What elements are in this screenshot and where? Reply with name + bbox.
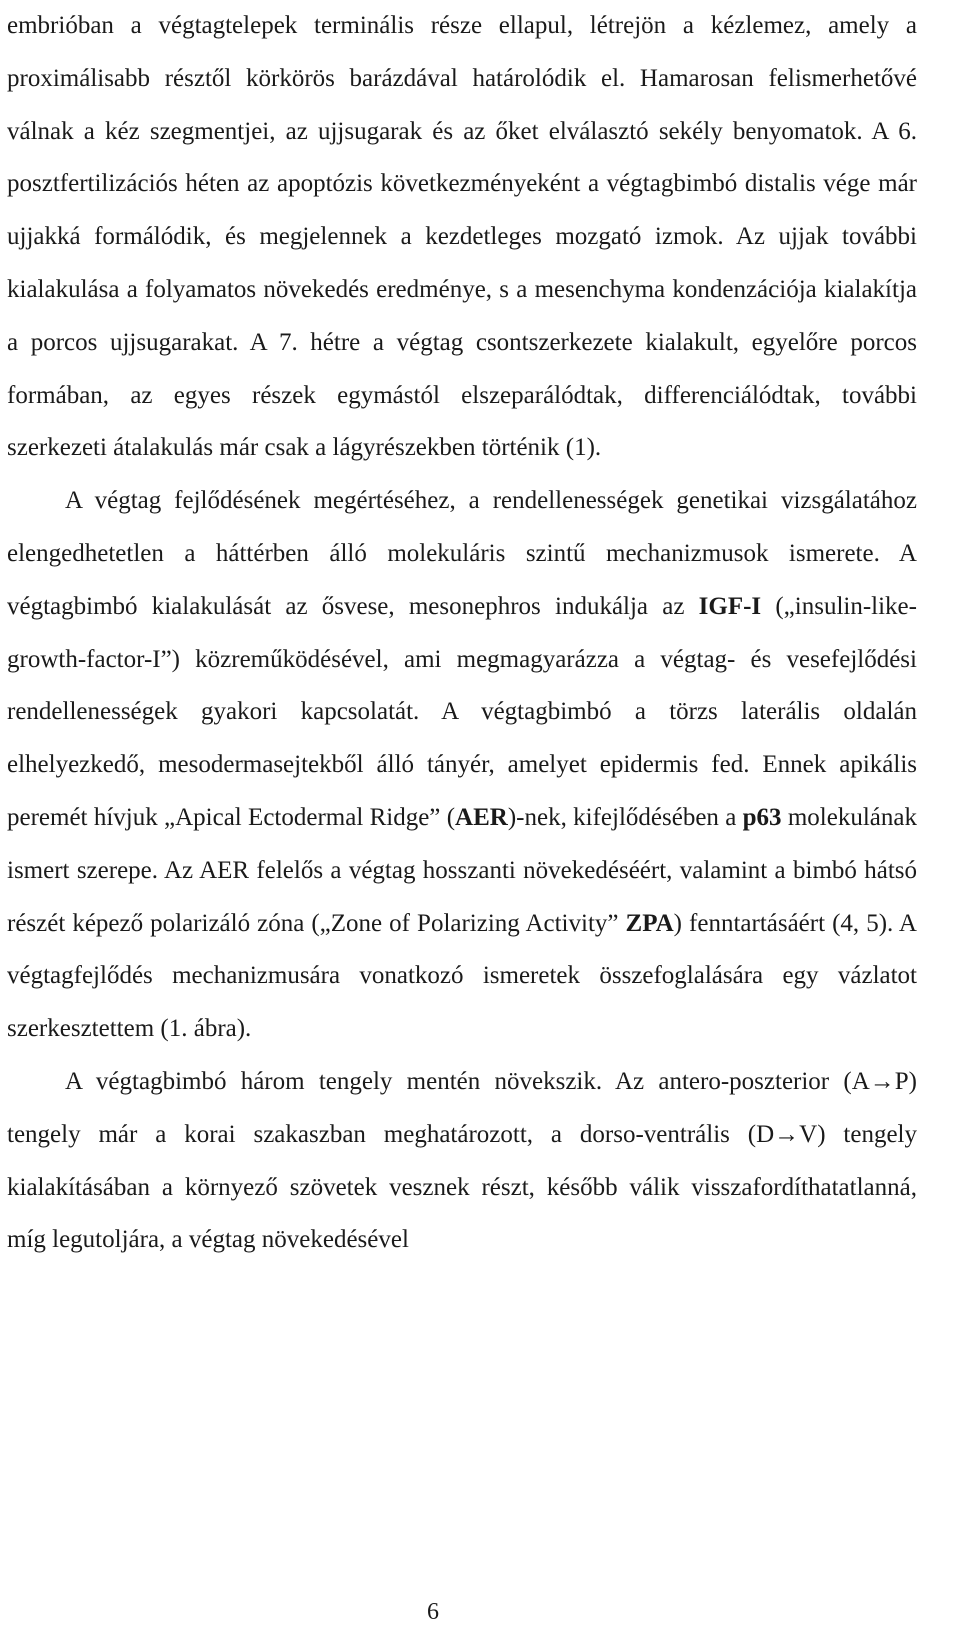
paragraph [7,475,917,1056]
bold-term: AER [455,803,508,831]
text-run: A végtag fejlődésének megértéséhez, a rendellenességek genetikai vizsgálatához elengedhetetlen a háttérben álló molekuláris szintű mechanizmusok ismerete. A végtagbimbó kialakulását az ősvese, mesonephros indukálja az [7,487,917,620]
text-run: („insulin-like-growth-factor-I”) közreműködésével, ami megmagyarázza a végtag- és vesefejlődési rendellenességek gyakori kapcsolatát. A végtagbimbó a törzs laterális oldalán elhelyezkedő, mesodermasejtekből álló tányér, amelyet epidermis fed. Ennek apikális peremét hívjuk „Apical Ectodermal Ridge” ( [7,592,917,831]
text-run: A végtagbimbó három tengely mentén növekszik. Az antero-poszterior (A→P) tengely már a korai szakaszban meghatározott, a dorso-ventrális (D→V) tengely kialakításában a környező szövetek vesznek részt, később válik visszafordíthatatlanná, míg legutoljára, a végtag növekedésével [7,1067,917,1254]
text-run: molekulának ismert szerepe. Az AER felelős a végtag hosszanti növekedéséért, valamint a bimbó hátsó részét képező polarizáló zóna („Zone of Polarizing Activity” [7,803,917,937]
document-page [7,0,917,1267]
body-text [7,0,917,1267]
paragraph [7,1056,917,1267]
text-run: )-nek, kifejlődésében a [507,803,743,831]
text-run: ) fenntartásáért (4, 5). A végtagfejlődés mechanizmusára vonatkozó ismeretek összefoglalására egy vázlatot szerkesztettem (1. ábra). [7,909,917,1043]
bold-term: IGF-I [698,592,762,620]
page-number: 6 [427,1599,439,1625]
bold-term: p63 [742,803,782,831]
text-run: embrióban a végtagtelepek terminális része ellapul, létrejön a kézlemez, amely a proximálisabb résztől körkörös barázdával határolódik el. Hamarosan felismerhetővé válnak a kéz szegmentjei, az ujjsugarak és az őket elválasztó sekély benyomatok. A 6. posztfertilizációs héten az apoptózis következményeként a végtagbimbó distalis vége már ujjakká formálódik, és megjelennek a kezdetleges mozgató izmok. Az ujjak további kialakulása a folyamatos növekedés eredménye, s a mesenchyma kondenzációja kialakítja a porcos ujjsugarakat. A 7. hétre a végtag csontszerkezete kialakult, egyelőre porcos formában, az egyes részek egymástól elszeparálódtak, differenciálódtak, további szerkezeti átalakulás már csak a lágyrészekben történik (1). [7,12,917,462]
paragraph [7,0,917,475]
bold-term: ZPA [625,909,674,937]
